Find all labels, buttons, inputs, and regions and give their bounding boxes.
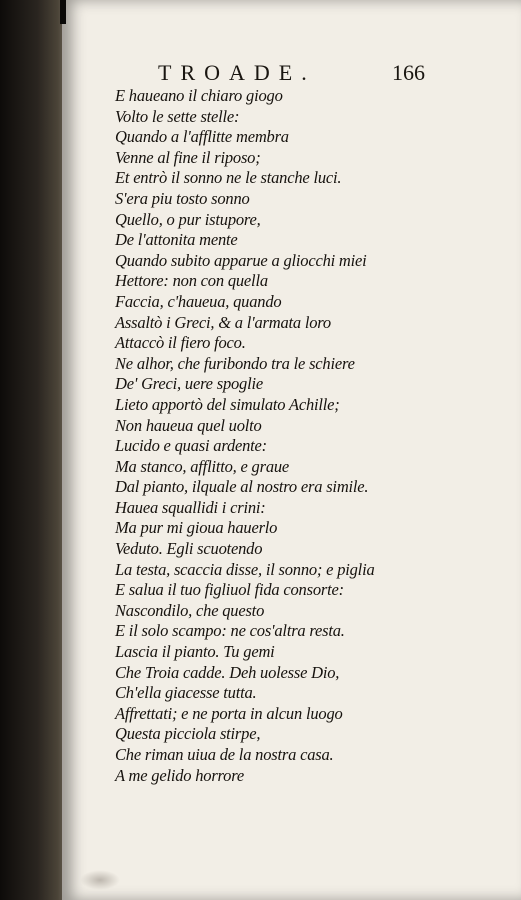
verse-line: Lascia il pianto. Tu gemi bbox=[115, 642, 275, 662]
verse-line: Ma stanco, afflitto, e graue bbox=[115, 456, 290, 476]
verse-line: Faccia, c'haueua, quando bbox=[115, 291, 282, 311]
verse-line: Hauea squallidi i crini: bbox=[115, 497, 266, 517]
verse-line: Volto le sette stelle: bbox=[115, 106, 240, 126]
book-gutter-shadow bbox=[0, 0, 68, 900]
page-number: 166 bbox=[392, 60, 425, 85]
verse-line: Et entrò il sonno ne le stanche luci. bbox=[115, 168, 342, 188]
verse-line: Assaltò i Greci, & a l'armata loro bbox=[115, 312, 331, 332]
verse-line: E salua il tuo figliuol fida consorte: bbox=[115, 580, 344, 600]
verse-line: E il solo scampo: ne cos'altra resta. bbox=[115, 621, 345, 641]
verse-line: Dal pianto, ilquale al nostro era simile. bbox=[115, 477, 369, 497]
running-title: TROADE. bbox=[158, 60, 316, 85]
verse-line: Affrettati; e ne porta in alcun luogo bbox=[115, 703, 343, 723]
verse-line: Non haueua quel uolto bbox=[115, 415, 262, 435]
verse-line: Venne al fine il riposo; bbox=[115, 147, 261, 167]
verse-line: Veduto. Egli scuotendo bbox=[115, 539, 263, 559]
verse-line: A me gelido horrore bbox=[115, 765, 244, 785]
verse-line: Ne alhor, che furibondo tra le schiere bbox=[115, 353, 355, 373]
verse-line: Attaccò il fiero foco. bbox=[115, 333, 246, 353]
verse-line: S'era piu tosto sonno bbox=[115, 188, 250, 208]
verse-line: Quando a l'afflitte membra bbox=[115, 127, 289, 147]
verse-line: Quando subito apparue a gliocchi miei bbox=[115, 250, 367, 270]
page-smudge bbox=[80, 870, 120, 890]
verse-line: La testa, scaccia disse, il sonno; e piglia bbox=[115, 559, 375, 579]
verse-line: Che Troia cadde. Deh uolesse Dio, bbox=[115, 662, 340, 682]
verse-line: Lucido e quasi ardente: bbox=[115, 436, 267, 456]
verse-line: Che riman uiua de la nostra casa. bbox=[115, 745, 334, 764]
verse-line: Questa picciola stirpe, bbox=[115, 724, 261, 744]
verse-line: Nascondilo, che questo bbox=[115, 600, 265, 620]
verse-line: E haueano il chiaro giogo bbox=[115, 86, 283, 105]
verse-line: Hettore: non con quella bbox=[115, 271, 268, 291]
verse-line: Lieto apportò del simulato Achille; bbox=[115, 394, 340, 414]
verse-line: De l'attonita mente bbox=[115, 230, 238, 250]
page-edge-mark bbox=[60, 0, 66, 24]
verse-line: Ma pur mi gioua hauerlo bbox=[115, 518, 278, 538]
verse-block bbox=[115, 86, 515, 786]
verse-line: Quello, o pur istupore, bbox=[115, 209, 261, 229]
verse-line: Ch'ella giacesse tutta. bbox=[115, 683, 257, 703]
verse-line: De' Greci, uere spoglie bbox=[115, 374, 263, 394]
